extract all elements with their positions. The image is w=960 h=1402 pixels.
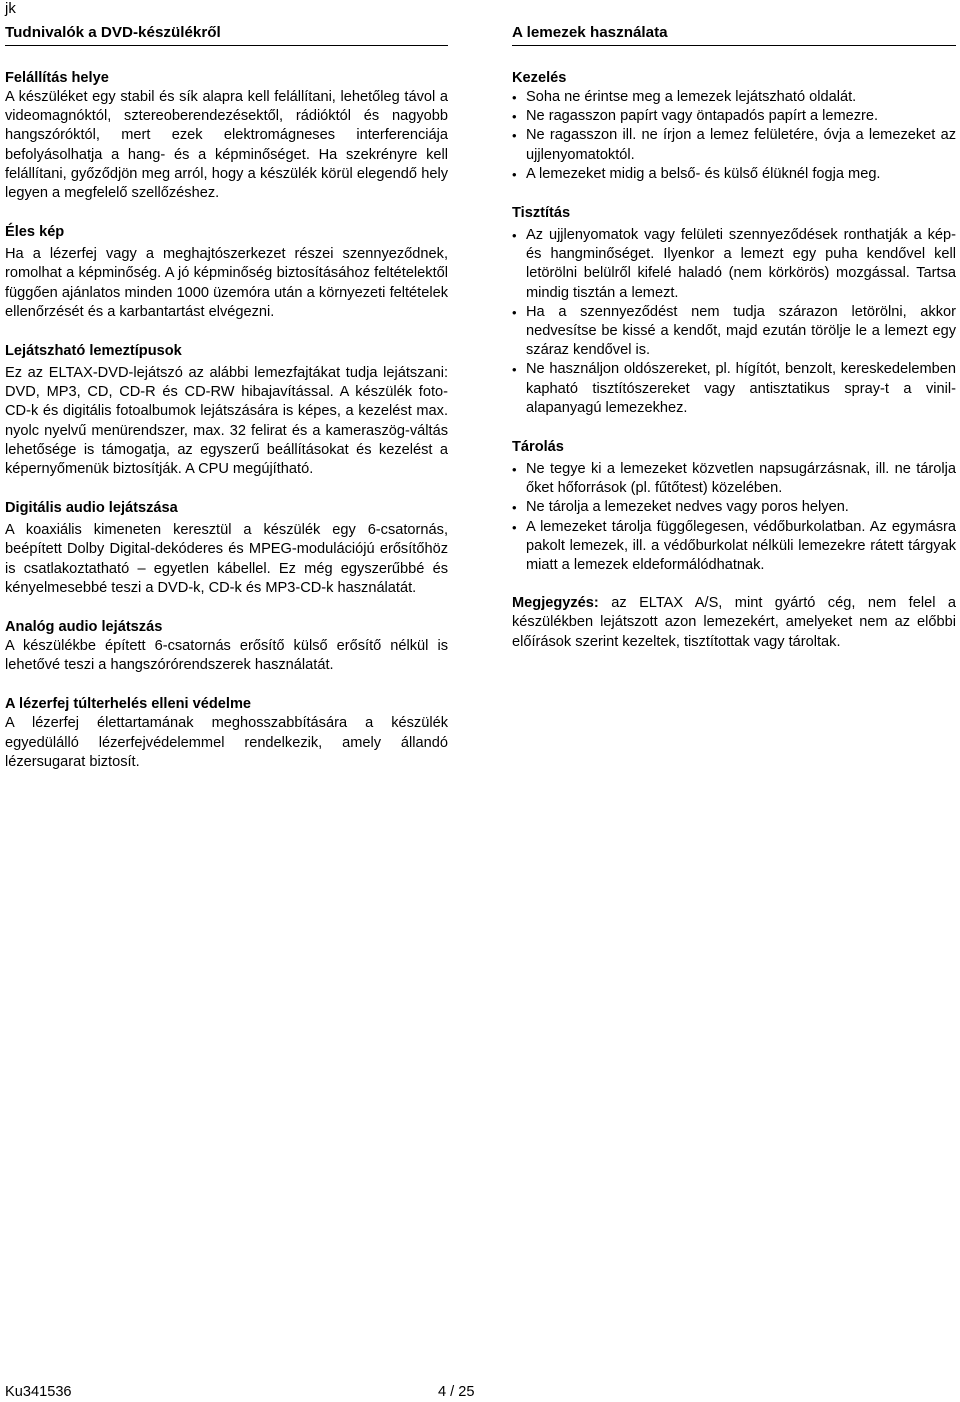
section-heading: Lejátszható lemeztípusok (5, 343, 182, 360)
right-column (512, 23, 956, 652)
section-heading: Tisztítás (512, 205, 571, 222)
note-paragraph (512, 594, 956, 652)
list-item: • Ne ragasszon ill. ne írjon a lemez felületére, óvja a lemezeket az ujjlenyomatoktól. (512, 127, 956, 163)
section-paragraph: Ha a lézerfej vagy a meghajtószerkezet részei szennyeződnek, romolhat a képminőség. A jó képminőség biztosításához feltételektől függően ajánlatos minden 1000 üzemóra után a környezeti feltételek ellenőrzését és a karbantartást elvégezni. (5, 246, 448, 320)
section-cleaning (512, 203, 956, 418)
list-item: • Ne tárolja a lemezeket nedves vagy poros helyen. (512, 498, 956, 517)
section-storage (512, 437, 956, 575)
section-sharp-image (5, 222, 448, 322)
bullet-icon: • (512, 109, 517, 125)
section-paragraph: A lézerfej élettartamának meghosszabbítására a készülék egyedülálló lézerfejvédelemmel rendelkezik, amely állandó lézersugarat biztosít. (5, 715, 448, 770)
bullet-list (512, 88, 956, 184)
note-text: az ELTAX A/S, mint gyártó cég, nem felel a készülékben lejátszott azon lemezekért, amelyeket nem az előbbi előírások szerint kezeltek, tisztítottak vagy tároltak. (512, 595, 956, 650)
section-heading: Tárolás (512, 439, 564, 456)
list-item: • A lemezeket midig a belső- és külső élüknél fogja meg. (512, 165, 956, 184)
section-analog-audio (5, 617, 448, 675)
bullet-list (512, 460, 956, 575)
section-disc-types (5, 341, 448, 479)
bullet-icon: • (512, 304, 517, 320)
section-heading: Analóg audio lejátszás (5, 619, 163, 636)
left-column (5, 23, 448, 791)
bullet-icon: • (512, 166, 517, 182)
section-heading: A lézerfej túlterhelés elleni védelme (5, 696, 252, 713)
section-heading: Kezelés (512, 70, 567, 86)
section-paragraph: A készülékbe épített 6-csatornás erősítő külső erősítő nélkül is lehetővé teszi a hangszórórendszerek használatát. (5, 638, 448, 674)
bullet-icon: • (512, 128, 517, 144)
section-digital-audio (5, 498, 448, 598)
section-heading: Digitális audio lejátszása (5, 500, 178, 517)
left-column-title: Tudnivalók a DVD-készülékről (5, 23, 448, 46)
bullet-icon: • (512, 462, 517, 478)
section-placement (5, 68, 448, 203)
list-item: • Ne ragasszon papírt vagy öntapadós papírt a lemezre. (512, 107, 956, 126)
list-item: • A lemezeket tárolja függőlegesen, védőburkolatban. Az egymásra pakolt lemezek, ill. a védőburkolat nélküli lemezekre rátett tárgyak miatt a lemezek eldeformálódhatnak. (512, 518, 956, 574)
list-item: • Ha a szennyeződést nem tudja szárazon letörölni, akkor nedvesítse be kissé a kendőt, majd ezután törölje le a lemezt egy száraz kendővel is. (512, 303, 956, 359)
section-laser-protection (5, 694, 448, 772)
bullet-icon: • (512, 519, 517, 535)
list-item: • Ne tegye ki a lemezeket közvetlen napsugárzásnak, ill. ne tárolja őket hőforrások (pl. fűtőtest) közelében. (512, 461, 956, 497)
bullet-list (512, 226, 956, 418)
section-handling (512, 68, 956, 184)
list-item: • Ne használjon oldószereket, pl. hígítót, benzolt, kereskedelemben kapható tisztítószereket vagy antisztatikus spray-t a vinil-alapanyagú lemezekhez. (512, 361, 956, 416)
section-paragraph: A koaxiális kimeneten keresztül a készülék egy 6-csatornás, beépített Dolby Digital-dekóderes és MPEG-modulációjú erősítőhöz is csatlakoztatható – egyetlen kábellel. Ez még egyszerűbbé és kényelmesebbé teszi a DVD-k, CD-k és MP3-CD-k használatát. (5, 522, 448, 596)
list-item: • Soha ne érintse meg a lemezek lejátszható oldalát. (512, 88, 956, 107)
bullet-icon: • (512, 362, 517, 378)
section-paragraph: Ez az ELTAX-DVD-lejátszó az alábbi lemezfajtákat tudja lejátszani: DVD, MP3, CD, CD-R és CD-RW hibajavítással. A készülék foto-CD-k és digitális fotoalbumok lejátszására is képes, a kezelést max. nyolc nyelvű menürendszer, max. 32 felirat és a kameraszög-váltás lehetősége is támogatja, az egyszerű beállításokat és kezelést a képernyőmenük biztosítják. A CPU megújítható. (5, 365, 448, 478)
bullet-icon: • (512, 500, 517, 516)
footer-document-code: Ku341536 (5, 1384, 72, 1400)
bullet-icon: • (512, 90, 517, 105)
note-label: Megjegyzés: (512, 595, 599, 612)
list-item: • Az ujjlenyomatok vagy felületi szennyeződések ronthatják a kép- és hangminőséget. Ilyenkor a lemezt egy puha kendővel kell letörölni belülről kifelé haladó (nem körkörös) mozgással. Tartsa mindig tisztán a lemezt. (512, 227, 956, 301)
right-column-title: A lemezek használata (512, 23, 956, 46)
bullet-icon: • (512, 228, 517, 244)
footer-page-number: 4 / 25 (438, 1384, 475, 1400)
header-code: jk (5, 0, 16, 17)
section-heading: Felállítás helye (5, 70, 109, 86)
section-heading: Éles kép (5, 224, 65, 241)
section-paragraph: A készüléket egy stabil és sík alapra kell felállítani, lehetőleg távol a videomagnóktól, sztereoberendezésektől, rádióktól és nagyobb hangszóróktól, mert ezek elektromágneses interferenciája befolyásolhatja a hang- és a képminőséget. Ha szekrényre kell felállítani, győződjön meg arról, hogy a készülék körül elegendő hely legyen a megfelelő szellőzéshez. (5, 89, 448, 202)
